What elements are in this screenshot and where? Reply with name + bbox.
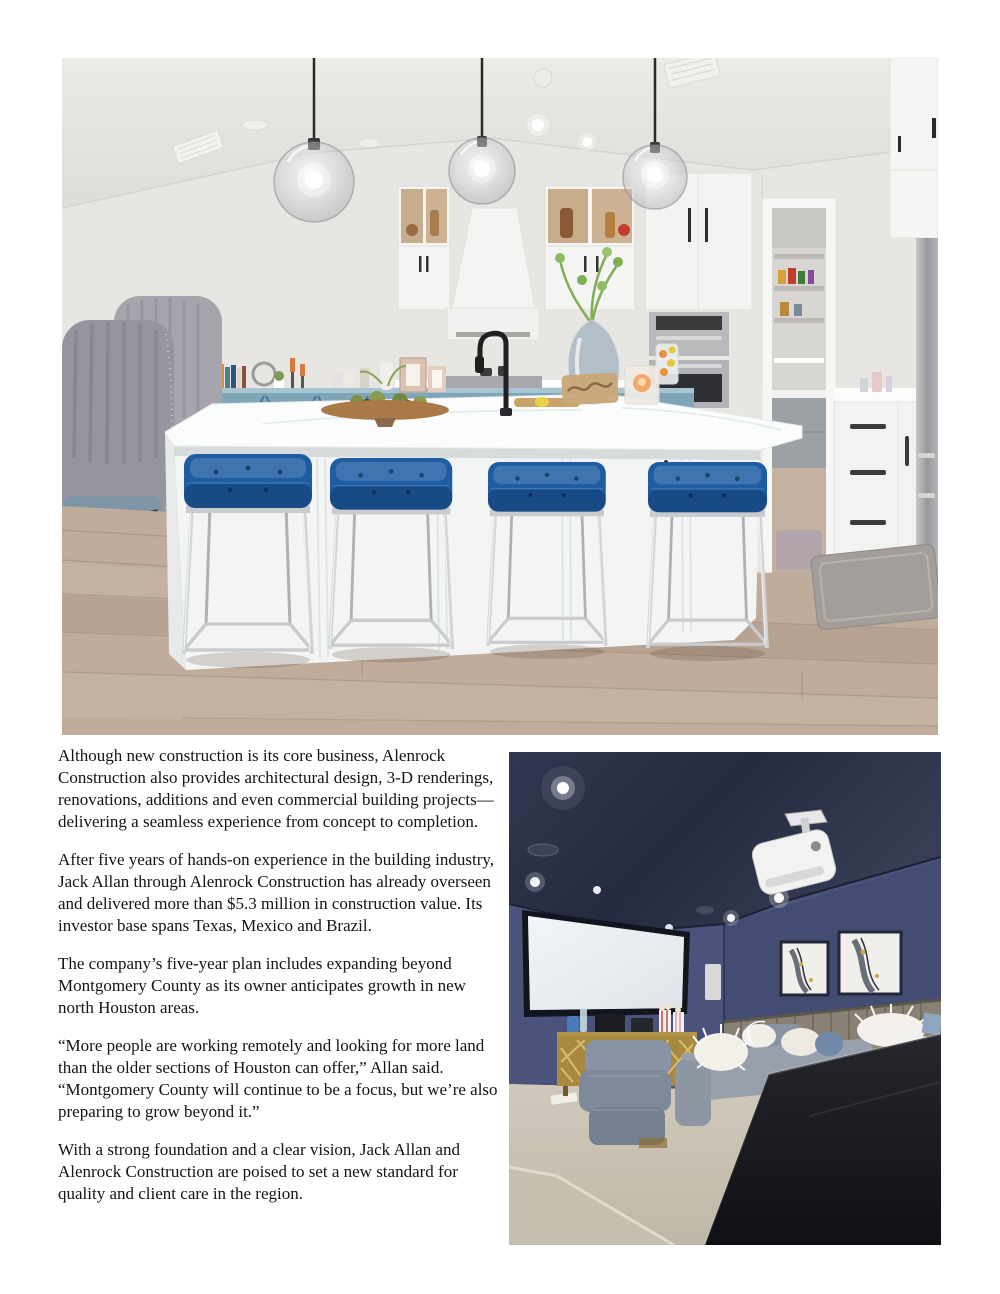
kitchen-photo [62,58,938,735]
pantry-door [762,198,836,576]
article-paragraph: The company’s five-year plan includes expanding beyond Montgomery County as its owner anticipates growth in new north Houston areas. [58,954,466,1017]
wall-art [839,932,901,994]
wall-art [781,942,828,995]
armchair [579,1040,671,1148]
wall-panel [705,964,721,1000]
theater-photo [509,752,941,1245]
article-paragraph: With a strong foundation and a clear vision, Jack Allan and Alenrock Construction are poised to set a new standard for quality and client care in the region. [58,1140,461,1203]
article-paragraph: After five years of hands-on experience in the building industry, Jack Allan through Alenrock Construction has already overseen and delivered more than $5.3 million in construction value. Its investor base spans Texas, Mexico and Brazil. [58,850,495,935]
area-rug [810,544,938,631]
kitchen-island [165,394,802,670]
refrigerator [916,238,938,568]
article-paragraph: “More people are working remotely and looking for more land than the older sections of Houston can offer,” Allan said. “Montgomery County will continue to be a focus, but we’re also preparing to grow beyond it.” [58,1036,498,1121]
article-body [58,745,500,1221]
article-paragraph: Although new construction is its core business, Alenrock Construction also provides architectural design, 3-D renderings, renovations, additions and even commercial building projects—delivering a seamless experience from concept to completion. [58,746,494,831]
